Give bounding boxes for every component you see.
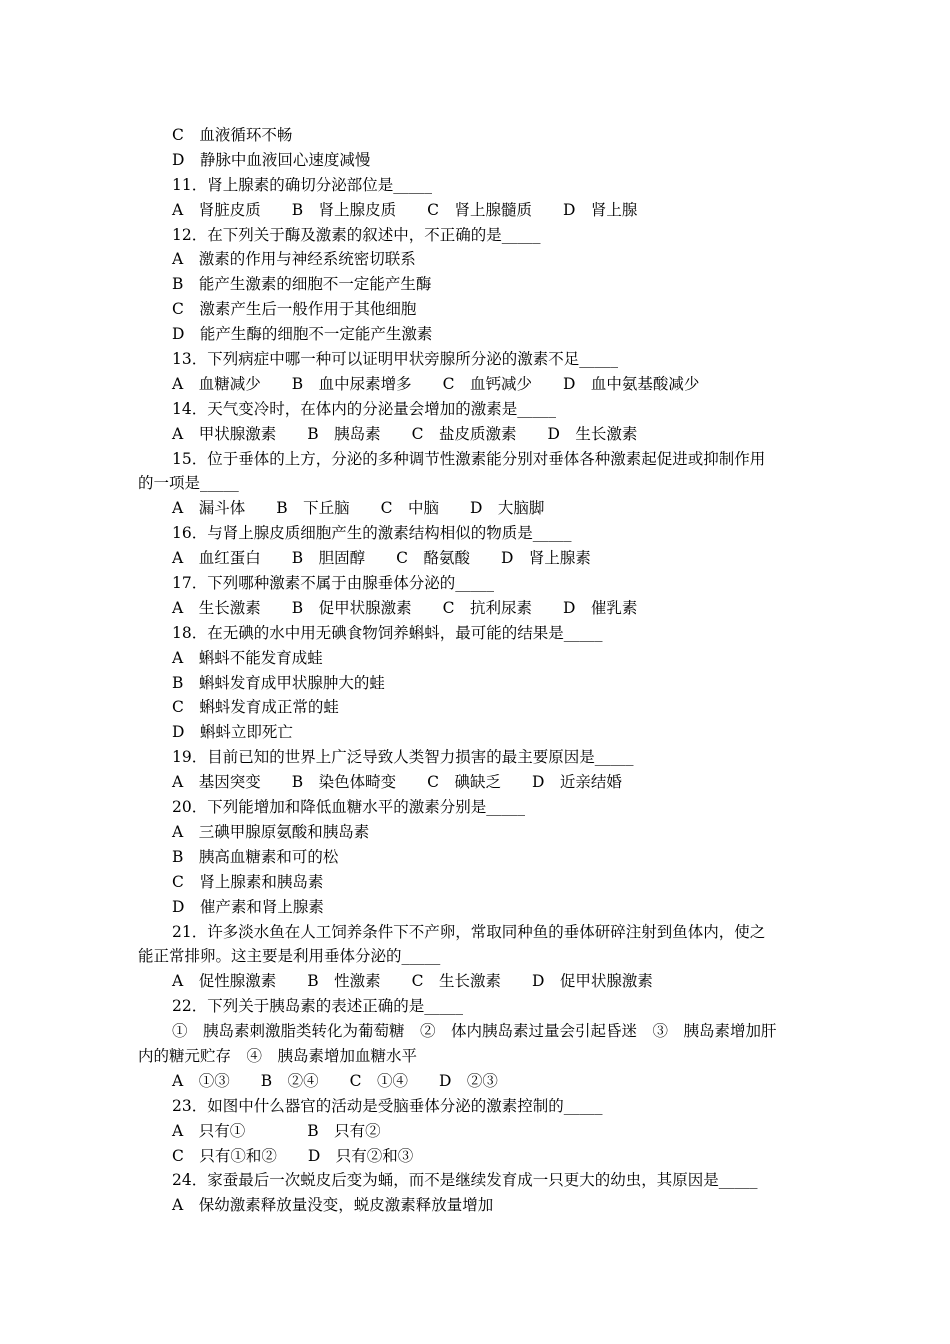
continuation-line: 能正常排卵。这主要是利用垂体分泌的_____ <box>138 947 441 966</box>
question-line: 20．下列能增加和降低血糖水平的激素分别是_____ <box>172 798 525 817</box>
option-line: C 肾上腺素和胰岛素 <box>172 872 324 891</box>
option-line: A ①③ B ②④ C ①④ D ②③ <box>172 1071 498 1090</box>
option-line: A 激素的作用与神经系统密切联系 <box>172 250 416 269</box>
option-line: C 血液循环不畅 <box>172 126 293 144</box>
option-line: C 只有①和② D 只有②和③ <box>172 1146 414 1165</box>
option-line: C 蝌蚪发育成正常的蛙 <box>172 698 339 717</box>
option-line: B 能产生激素的细胞不一定能产生酶 <box>172 275 432 294</box>
question-line: 13．下列病症中哪一种可以证明甲状旁腺所分泌的激素不足_____ <box>172 350 618 369</box>
option-line: A 三碘甲腺原氨酸和胰岛素 <box>172 822 370 841</box>
option-line: A 血糖减少 B 血中尿素增多 C 血钙减少 D 血中氨基酸减少 <box>172 374 700 393</box>
question-line: 11．肾上腺素的确切分泌部位是_____ <box>172 175 432 194</box>
option-line: D 催产素和肾上腺素 <box>172 897 324 916</box>
option-line: A 蝌蚪不能发育成蛙 <box>172 648 323 667</box>
question-line: 16．与肾上腺皮质细胞产生的激素结构相似的物质是_____ <box>172 524 572 543</box>
option-line: D 蝌蚪立即死亡 <box>172 723 293 742</box>
question-line: 21．许多淡水鱼在人工饲养条件下不产卵，常取同种鱼的垂体研碎注射到鱼体内，使之 <box>172 922 766 941</box>
option-line: A 生长激素 B 促甲状腺激素 C 抗利尿素 D 催乳素 <box>172 598 638 617</box>
option-line: A 只有① B 只有② <box>172 1121 381 1140</box>
question-line: 12．在下列关于酶及激素的叙述中，不正确的是_____ <box>172 225 541 244</box>
question-line: 24．家蚕最后一次蜕皮后变为蛹，而不是继续发育成一只更大的幼虫，其原因是_____ <box>172 1171 758 1190</box>
question-line: 22．下列关于胰岛素的表述正确的是_____ <box>172 997 463 1016</box>
option-line: D 静脉中血液回心速度减慢 <box>172 150 371 169</box>
question-list <box>138 123 818 1218</box>
option-line: A 漏斗体 B 下丘脑 C 中脑 D 大脑脚 <box>172 499 545 518</box>
option-line: A 促性腺激素 B 性激素 C 生长激素 D 促甲状腺激素 <box>172 972 653 991</box>
question-line: 23．如图中什么器官的活动是受脑垂体分泌的激素控制的_____ <box>172 1096 603 1115</box>
option-line: D 能产生酶的细胞不一定能产生激素 <box>172 325 433 344</box>
option-line: C 激素产生后一般作用于其他细胞 <box>172 300 417 319</box>
option-line: B 胰高血糖素和可的松 <box>172 847 339 866</box>
question-line: 15．位于垂体的上方，分泌的多种调节性激素能分别对垂体各种激素起促进或抑制作用 <box>172 449 766 468</box>
continuation-line: 内的糖元贮存 ④ 胰岛素增加血糖水平 <box>138 1046 418 1065</box>
option-line: B 蝌蚪发育成甲状腺肿大的蛙 <box>172 673 385 692</box>
question-line: ① 胰岛素刺激脂类转化为葡萄糖 ② 体内胰岛素过量会引起昏迷 ③ 胰岛素增加肝 <box>172 1022 777 1041</box>
option-line: A 基因突变 B 染色体畸变 C 碘缺乏 D 近亲结婚 <box>172 773 622 792</box>
question-line: 17．下列哪种激素不属于由腺垂体分泌的_____ <box>172 574 494 593</box>
question-line: 19．目前已知的世界上广泛导致人类智力损害的最主要原因是_____ <box>172 748 634 767</box>
continuation-line: 的一项是_____ <box>138 474 239 493</box>
option-line: A 甲状腺激素 B 胰岛素 C 盐皮质激素 D 生长激素 <box>172 424 638 443</box>
option-line: A 肾脏皮质 B 肾上腺皮质 C 肾上腺髓质 D 肾上腺 <box>172 200 638 219</box>
option-line: A 保幼激素释放量没变，蜕皮激素释放量增加 <box>172 1196 494 1215</box>
question-line: 14．天气变冷时，在体内的分泌量会增加的激素是_____ <box>172 399 556 418</box>
option-line: A 血红蛋白 B 胆固醇 C 酪氨酸 D 肾上腺素 <box>172 549 591 568</box>
question-line: 18．在无碘的水中用无碘食物饲养蝌蚪，最可能的结果是_____ <box>172 623 603 642</box>
